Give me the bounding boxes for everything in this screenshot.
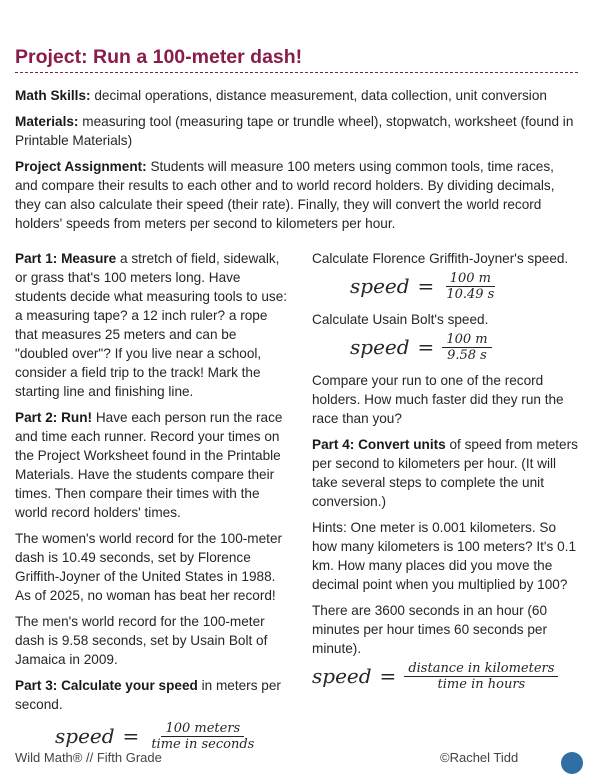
- bolt-paragraph: Calculate Usain Bolt's speed.: [312, 312, 489, 327]
- materials-paragraph: [15, 112, 580, 150]
- flo-formula-numerator: 100 m: [446, 271, 495, 287]
- flo-formula-equals: =: [417, 274, 435, 298]
- part2-text: Have each person run the race and time each runner. Record your times on the Project Worksheet found in the Printable Materials. Have the students compare their times. Then compare their times with the world record holders' times.: [15, 410, 283, 520]
- math-skills-text: decimal operations, distance measurement, data collection, unit conversion: [90, 88, 547, 103]
- footer-copyright: ©Rachel Tidd: [440, 750, 519, 765]
- formula-equals: =: [122, 724, 140, 748]
- part1-text: a stretch of field, sidewalk, or grass that's 100 meters long. Have students decide what measuring tools to use: a measuring tape? a 12 inch ruler? a rope that measures 25 meters and can be "doubled over"? If you live near a school, consider a field trip to the track! Mark the starting line and finishing line.: [15, 251, 288, 399]
- part2-paragraph: [15, 408, 293, 522]
- part3-text: in meters per second.: [15, 678, 281, 712]
- conversion-formula-numerator: distance in kilometers: [404, 661, 558, 677]
- part1-label: Part 1: Measure: [15, 251, 117, 266]
- part3-label: Part 3: Calculate your speed: [15, 678, 198, 693]
- assignment-text: Students will measure 100 meters using common tools, time races, and compare their results to each other and to world record holders. By dividing decimals, they can also calculate their speed (their rate). Finally, they will convert the world record holders' speeds from meters per second to kilometers per hour.: [15, 159, 555, 231]
- math-skills-label: Math Skills:: [15, 88, 91, 103]
- flo-formula-fraction: [442, 271, 498, 302]
- formula-fraction: [147, 721, 258, 752]
- mens-record-paragraph: The men's world record for the 100-meter dash is 9.58 seconds, set by Usain Bolt of Jamaica in 2009.: [15, 614, 268, 667]
- part4-paragraph: [312, 435, 580, 511]
- seconds-paragraph: There are 3600 seconds in an hour (60 minutes per hour times 60 seconds per minute).: [312, 603, 548, 656]
- speed-formula: [55, 721, 293, 752]
- part3-paragraph: [15, 676, 293, 714]
- part4-text: of speed from meters per second to kilometers per hour. (It will take several steps to complete the unit conversion.): [312, 437, 578, 509]
- bolt-formula-denominator: 9.58 s: [447, 348, 487, 363]
- bolt-formula-equals: =: [417, 335, 435, 359]
- intro-section: [15, 86, 580, 240]
- left-column: [15, 249, 293, 760]
- flo-formula-lhs: speed: [350, 274, 410, 298]
- conversion-formula-equals: =: [379, 664, 397, 688]
- right-column: [312, 249, 580, 700]
- bolt-formula-fraction: [442, 332, 491, 363]
- compare-paragraph: Compare your run to one of the record holders. How much faster did they run the race than you?: [312, 373, 564, 426]
- assignment-paragraph: [15, 157, 580, 233]
- part2-label: Part 2: Run!: [15, 410, 93, 425]
- bolt-formula-numerator: 100 m: [442, 332, 491, 348]
- flo-paragraph: Calculate Florence Griffith-Joyner's speed.: [312, 251, 569, 266]
- page-number-badge: [561, 752, 583, 774]
- materials-text: measuring tool (measuring tape or trundle wheel), stopwatch, worksheet (found in Printable Materials): [15, 114, 574, 148]
- conversion-formula: [312, 661, 580, 692]
- bolt-formula-lhs: speed: [350, 335, 410, 359]
- page-title: Project: Run a 100-meter dash!: [15, 46, 303, 68]
- part1-paragraph: [15, 249, 293, 401]
- flo-formula: [350, 271, 580, 302]
- math-skills-paragraph: [15, 86, 580, 105]
- footer-left-text: Wild Math® // Fifth Grade: [15, 750, 162, 765]
- assignment-label: Project Assignment:: [15, 159, 147, 174]
- hints-paragraph: Hints: One meter is 0.001 kilometers. So how many kilometers is 100 meters? It's 0.1 km. How many places did you move the decimal point when you multiplied by 100?: [312, 520, 577, 592]
- formula-numerator: 100 meters: [161, 721, 244, 737]
- conversion-formula-denominator: time in hours: [437, 677, 526, 692]
- womens-record-paragraph: The women's world record for the 100-meter dash is 10.49 seconds, set by Florence Griffith-Joyner of the United States in 1988. As of 2025, no woman has beat her record!: [15, 531, 283, 603]
- flo-formula-denominator: 10.49 s: [446, 287, 495, 302]
- conversion-formula-fraction: [404, 661, 558, 692]
- formula-lhs: speed: [55, 724, 115, 748]
- formula-denominator: time in seconds: [151, 737, 255, 752]
- materials-label: Materials:: [15, 114, 79, 129]
- bolt-formula: [350, 332, 580, 363]
- conversion-formula-lhs: speed: [312, 664, 372, 688]
- title-divider: [15, 72, 578, 73]
- part4-label: Part 4: Convert units: [312, 437, 446, 452]
